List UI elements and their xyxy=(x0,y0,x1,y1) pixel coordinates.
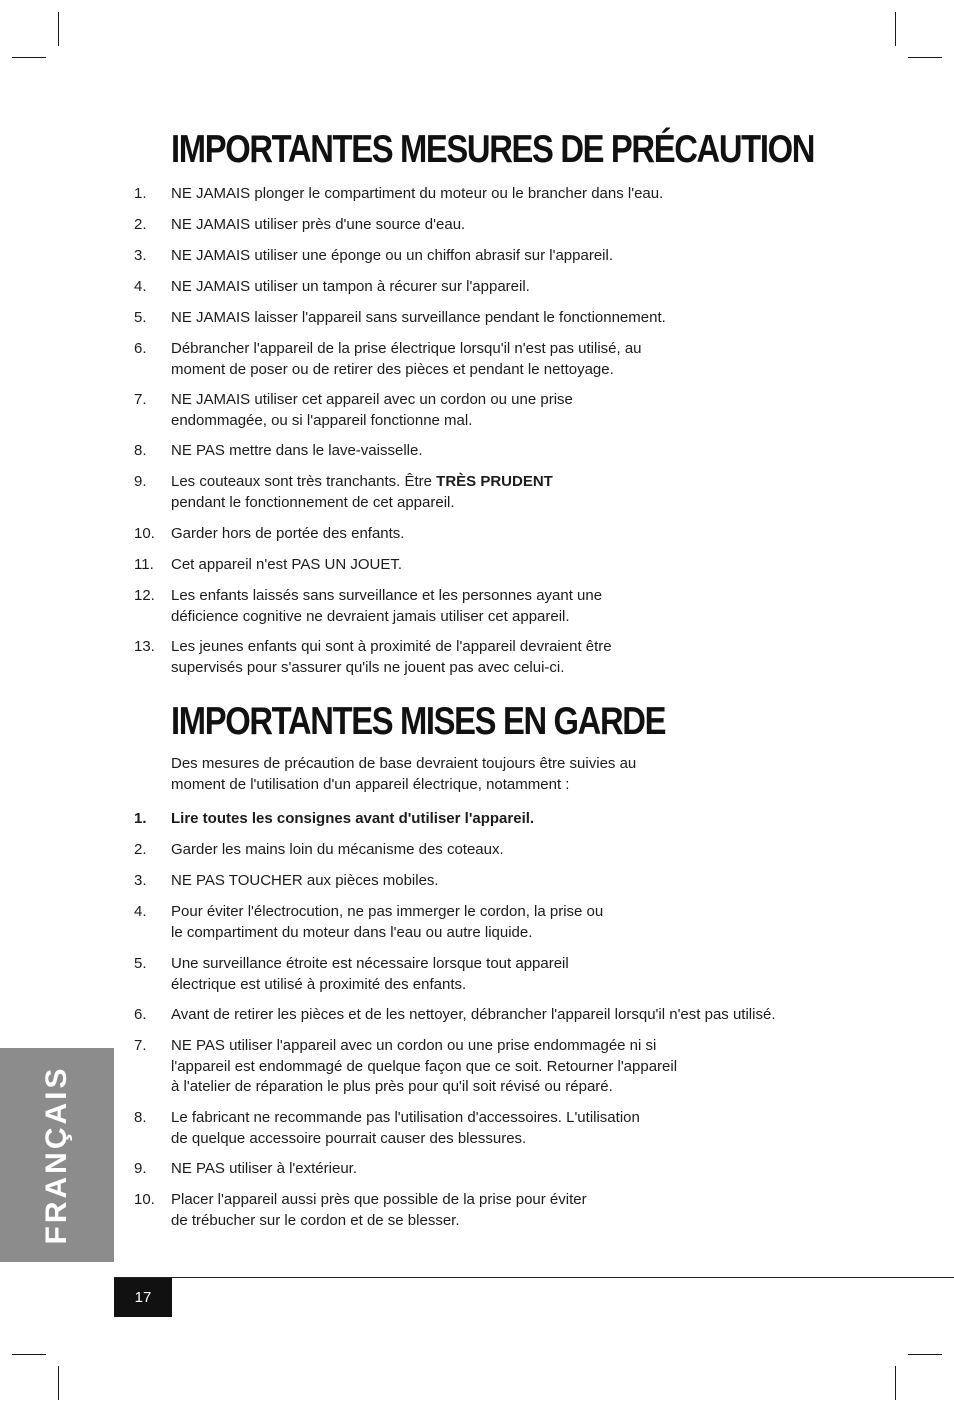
item-text: de trébucher sur le cordon et de se blesser. xyxy=(171,1211,460,1229)
item-number: 6. xyxy=(134,340,147,357)
item-text: Les enfants laissés sans surveillance et les personnes ayant une xyxy=(171,587,603,604)
item-number: 12. xyxy=(134,587,155,604)
item-text: déficience cognitive ne devraient jamais utiliser cet appareil. xyxy=(171,607,570,625)
item-text: NE JAMAIS utiliser un tampon à récurer sur l'appareil. xyxy=(171,278,530,295)
item-text: Garder les mains loin du mécanisme des coteaux. xyxy=(171,841,504,858)
item-number: 6. xyxy=(134,1006,147,1023)
item-text: Les jeunes enfants qui sont à proximité de l'appareil devraient être xyxy=(171,638,612,655)
item-text: Lire toutes les consignes avant d'utiliser l'appareil. xyxy=(171,810,535,827)
crop-mark xyxy=(12,57,46,58)
item-text: Débrancher l'appareil de la prise électrique lorsqu'il n'est pas utilisé, au xyxy=(171,340,642,357)
language-label: FRANÇAIS xyxy=(40,1065,73,1245)
item-number: 3. xyxy=(134,247,147,264)
item-number: 2. xyxy=(134,841,147,858)
item-text: endommagée, ou si l'appareil fonctionne mal. xyxy=(171,411,473,429)
item-number: 4. xyxy=(134,278,147,295)
item-text: électrique est utilisé à proximité des enfants. xyxy=(171,975,467,993)
item-number: 10. xyxy=(134,1191,155,1208)
item-number: 1. xyxy=(134,810,147,827)
item-number: 13. xyxy=(134,638,155,655)
item-text: Avant de retirer les pièces et de les nettoyer, débrancher l'appareil lorsqu'il n'est pas utilisé. xyxy=(171,1006,776,1023)
item-text: NE JAMAIS utiliser cet appareil avec un cordon ou une prise xyxy=(171,391,573,408)
intro-paragraph xyxy=(171,754,771,795)
item-text: Cet appareil n'est PAS UN JOUET. xyxy=(171,556,403,573)
item-text: moment de poser ou de retirer des pièces et pendant le nettoyage. xyxy=(171,360,614,378)
item-text: le compartiment du moteur dans l'eau ou autre liquide. xyxy=(171,923,533,941)
item-number: 5. xyxy=(134,955,147,972)
intro-text: moment de l'utilisation d'un appareil électrique, notamment : xyxy=(171,775,570,793)
item-text: supervisés pour s'assurer qu'ils ne jouent pas avec celui-ci. xyxy=(171,658,565,676)
item-text: NE PAS utiliser l'appareil avec un cordon ou une prise endommagée ni si xyxy=(171,1037,657,1054)
item-text: Placer l'appareil aussi près que possible de la prise pour éviter xyxy=(171,1191,587,1208)
item-number: 5. xyxy=(134,309,147,326)
crop-mark xyxy=(58,1366,59,1400)
emphasis-text: TRÈS PRUDENT xyxy=(436,473,553,490)
crop-mark xyxy=(908,57,942,58)
section-title-precautions: IMPORTANTES MESURES DE PRÉCAUTION xyxy=(171,128,815,171)
footer-divider xyxy=(114,1277,954,1278)
item-number: 11. xyxy=(134,556,154,573)
item-number: 7. xyxy=(134,391,147,408)
item-text: Les couteaux sont très tranchants. Être xyxy=(171,473,437,490)
item-number: 9. xyxy=(134,1160,147,1177)
item-text: pendant le fonctionnement de cet appareil. xyxy=(171,493,455,511)
item-number: 2. xyxy=(134,216,147,233)
crop-mark xyxy=(12,1354,46,1355)
item-text: NE JAMAIS utiliser une éponge ou un chiffon abrasif sur l'appareil. xyxy=(171,247,614,264)
crop-mark xyxy=(895,1366,896,1400)
item-text: NE PAS TOUCHER aux pièces mobiles. xyxy=(171,872,439,889)
page-number: 17 xyxy=(114,1278,172,1317)
item-number: 7. xyxy=(134,1037,147,1054)
section-title-warnings: IMPORTANTES MISES EN GARDE xyxy=(171,700,666,743)
intro-text: Des mesures de précaution de base devraient toujours être suivies au xyxy=(171,755,637,772)
item-text: NE JAMAIS plonger le compartiment du moteur ou le brancher dans l'eau. xyxy=(171,185,664,202)
item-text: Pour éviter l'électrocution, ne pas immerger le cordon, la prise ou xyxy=(171,903,604,920)
item-text: Garder hors de portée des enfants. xyxy=(171,525,405,542)
item-text: de quelque accessoire pourrait causer des blessures. xyxy=(171,1129,527,1147)
crop-mark xyxy=(895,12,896,46)
item-number: 8. xyxy=(134,1109,147,1126)
language-side-tab xyxy=(0,1048,114,1262)
item-text: l'appareil est endommagé de quelque façon que ce soit. Retourner l'appareil xyxy=(171,1057,678,1075)
item-text: Le fabricant ne recommande pas l'utilisation d'accessoires. L'utilisation xyxy=(171,1109,640,1126)
item-number: 8. xyxy=(134,442,147,459)
item-number: 3. xyxy=(134,872,147,889)
item-text: NE JAMAIS laisser l'appareil sans surveillance pendant le fonctionnement. xyxy=(171,309,666,326)
crop-mark xyxy=(908,1354,942,1355)
item-text: NE PAS utiliser à l'extérieur. xyxy=(171,1160,357,1177)
item-text: Une surveillance étroite est nécessaire lorsque tout appareil xyxy=(171,955,569,972)
item-text: NE JAMAIS utiliser près d'une source d'eau. xyxy=(171,216,466,233)
item-text: NE PAS mettre dans le lave-vaisselle. xyxy=(171,442,423,459)
item-number: 9. xyxy=(134,473,147,490)
item-text: à l'atelier de réparation le plus près pour qu'il soit révisé ou réparé. xyxy=(171,1078,613,1095)
item-number: 4. xyxy=(134,903,147,920)
crop-mark xyxy=(58,12,59,46)
item-number: 1. xyxy=(134,185,147,202)
item-number: 10. xyxy=(134,525,155,542)
